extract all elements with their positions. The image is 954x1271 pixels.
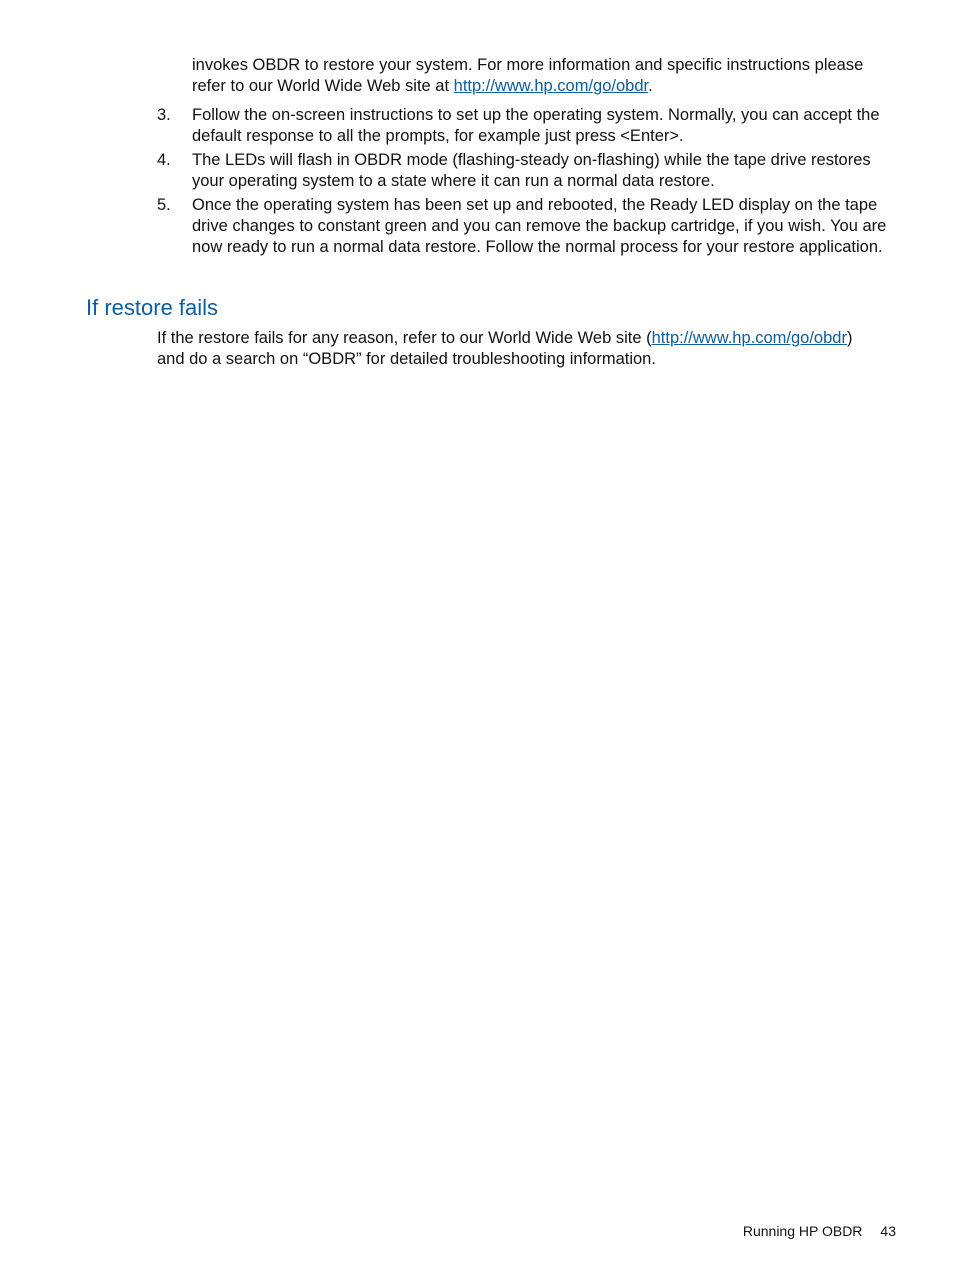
step-text: Once the operating system has been set up and rebooted, the Ready LED display on the tape drive changes to constant green and you can remove the backup cartridge, if you wish. You are now ready to run a normal data restore. Follow the normal process for your restore application. <box>192 196 887 256</box>
list-item <box>155 195 897 258</box>
page-footer <box>600 1221 896 1241</box>
step-text: Follow the on-screen instructions to set up the operating system. Normally, you can accept the default response to all the prompts, for example just press <Enter>. <box>192 106 880 145</box>
intro-text: invokes OBDR to restore your system. For more information and specific instructions please refer to our World Wide Web site at <box>192 56 864 95</box>
list-item <box>155 105 897 147</box>
list-item <box>155 150 897 192</box>
step-number: 3. <box>157 106 171 124</box>
page-number: 43 <box>880 1223 896 1239</box>
intro-text-end: . <box>648 77 653 95</box>
step-text: The LEDs will flash in OBDR mode (flashing-steady on-flashing) while the tape drive restores your operating system to a state where it can run a normal data restore. <box>192 151 871 190</box>
step-number: 5. <box>157 196 171 214</box>
section-text: If the restore fails for any reason, refer to our World Wide Web site ( <box>157 329 652 347</box>
footer-title: Running HP OBDR <box>742 1223 863 1239</box>
section-text-end: ) and do a search on “OBDR” for detailed troubleshooting information. <box>157 329 853 368</box>
obdr-link-intro[interactable]: http://www.hp.com/go/obdr <box>453 77 649 95</box>
section-paragraph <box>157 328 877 370</box>
obdr-link-section[interactable]: http://www.hp.com/go/obdr <box>651 329 847 347</box>
steps-list <box>155 105 897 261</box>
intro-paragraph <box>192 55 897 97</box>
step-number: 4. <box>157 151 171 169</box>
section-heading: If restore fails <box>86 295 219 320</box>
